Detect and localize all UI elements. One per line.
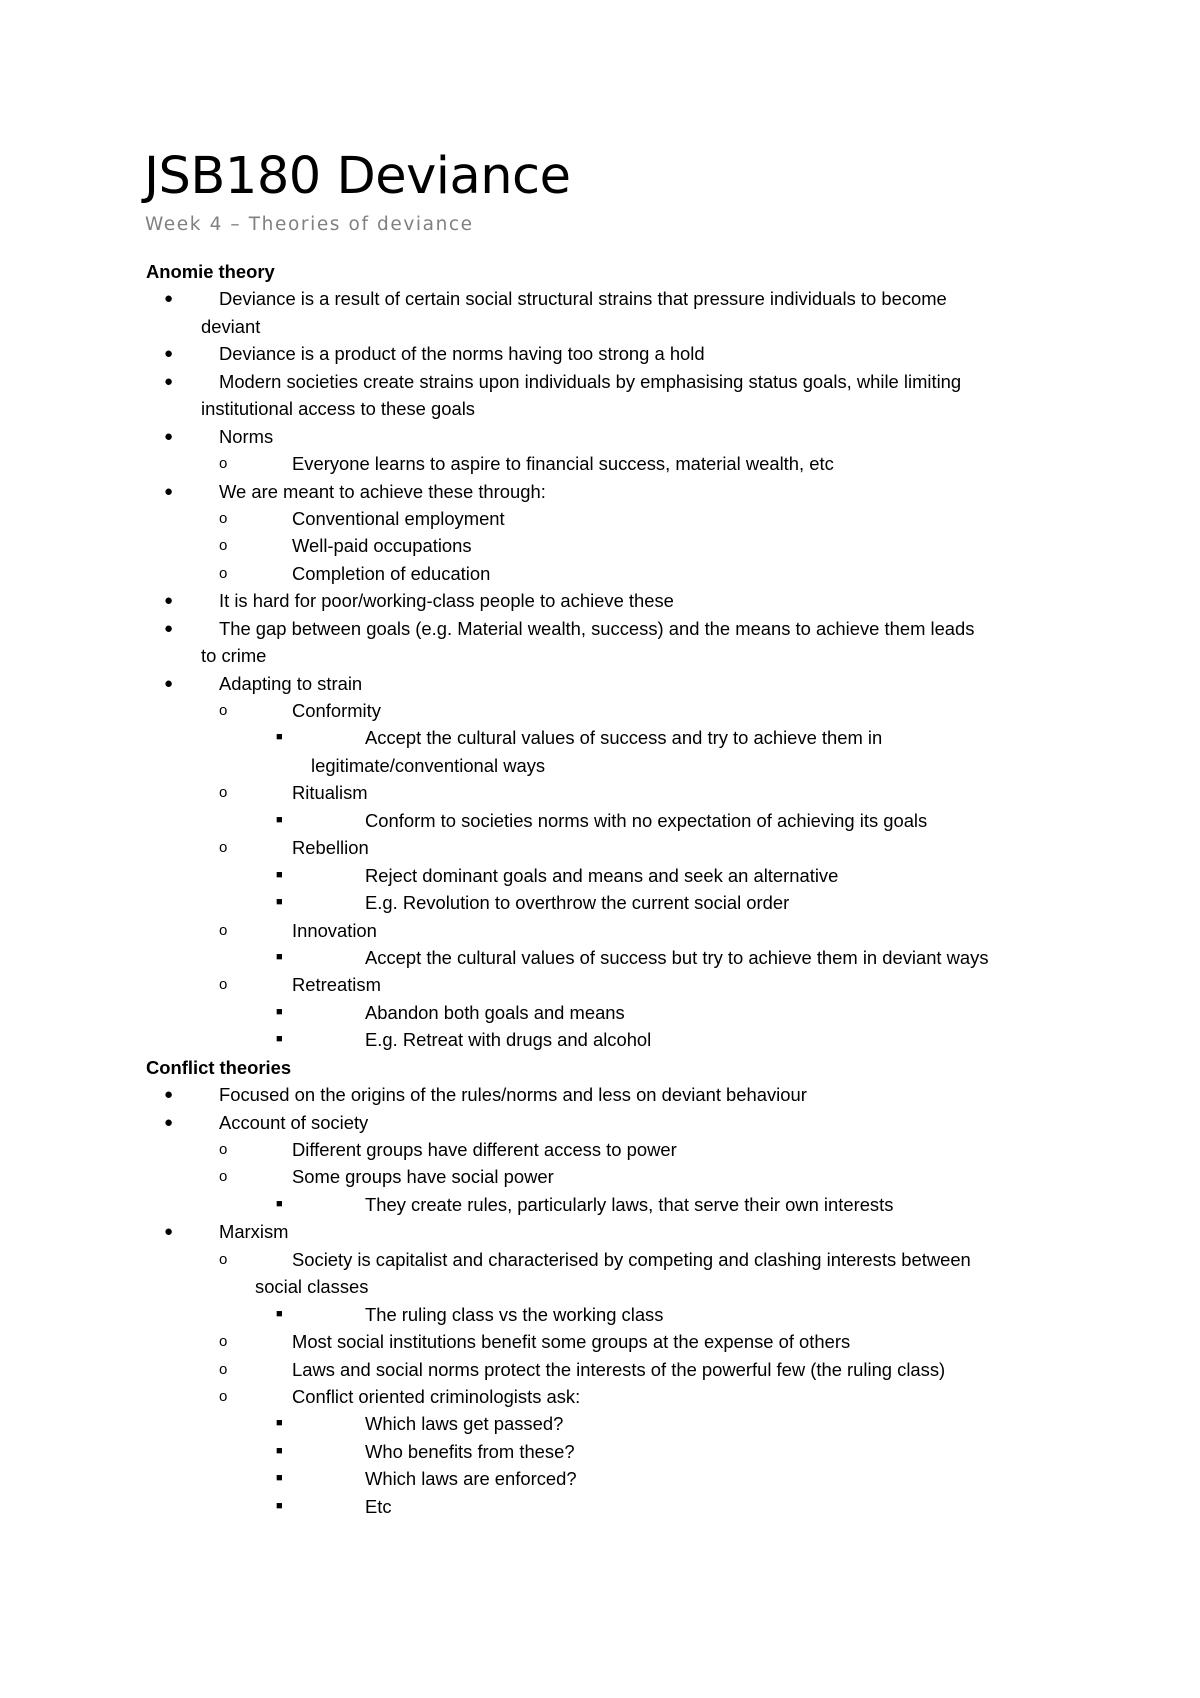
list-item <box>0 1246 1200 1273</box>
bullet-icon: ● <box>164 290 174 308</box>
list-item-text: Account of society <box>219 1111 369 1133</box>
bullet-icon: ■ <box>276 1472 283 1485</box>
document-title: JSB180 Deviance <box>144 147 571 206</box>
bullet-icon: ■ <box>276 1417 283 1430</box>
bullet-icon: o <box>219 537 228 555</box>
bullet-icon: ■ <box>276 813 283 826</box>
section-heading: Anomie theory <box>146 261 275 282</box>
list-item-text: Well-paid occupations <box>292 535 472 557</box>
list-item-continuation <box>0 642 1200 669</box>
bullet-icon: o <box>219 509 228 527</box>
list-item-text: Who benefits from these? <box>365 1440 575 1462</box>
list-item-text: Accept the cultural values of success and try to achieve them in <box>365 727 883 749</box>
bullet-icon: o <box>219 976 228 994</box>
list-item <box>0 779 1200 806</box>
bullet-icon: o <box>219 1387 228 1405</box>
list-item <box>0 1026 1200 1053</box>
list-item-text: Everyone learns to aspire to financial success, material wealth, etc <box>292 453 834 475</box>
list-item <box>0 587 1200 614</box>
list-item <box>0 1465 1200 1492</box>
list-item-text: Etc <box>365 1495 392 1517</box>
list-item-text: Retreatism <box>292 974 381 996</box>
list-item-text: Conform to societies norms with no expectation of achieving its goals <box>365 809 928 831</box>
bullet-icon: o <box>219 839 228 857</box>
list-item-text: Conventional employment <box>292 507 505 529</box>
list-item-text: Modern societies create strains upon individuals by emphasising status goals, while limiting <box>219 370 962 392</box>
list-item <box>0 1493 1200 1520</box>
list-item-text: institutional access to these goals <box>201 398 475 420</box>
list-item <box>0 670 1200 697</box>
list-item <box>0 1383 1200 1410</box>
bullet-icon: o <box>219 1141 228 1158</box>
list-item <box>0 1410 1200 1437</box>
list-item-text: social classes <box>255 1276 369 1298</box>
list-item <box>0 285 1200 312</box>
bullet-icon: o <box>219 455 228 473</box>
list-item <box>0 862 1200 889</box>
bullet-icon: ● <box>164 427 174 445</box>
bullet-icon: o <box>219 1360 228 1378</box>
list-item-text: It is hard for poor/working-class people to achieve these <box>219 590 674 612</box>
list-item-text: Conflict oriented criminologists ask: <box>292 1385 581 1407</box>
list-item-text: legitimate/conventional ways <box>311 754 546 776</box>
list-item <box>0 1109 1200 1136</box>
list-item-text: Ritualism <box>292 782 368 804</box>
bullet-icon: ■ <box>276 896 283 909</box>
list-item-text: deviant <box>201 315 261 337</box>
list-item-continuation <box>0 752 1200 779</box>
list-item-text: Laws and social norms protect the interests of the powerful few (the ruling class) <box>292 1358 946 1380</box>
list-item <box>0 807 1200 834</box>
bullet-icon: ■ <box>276 1499 283 1512</box>
bullet-icon: o <box>219 1168 228 1186</box>
bullet-icon: ● <box>164 482 174 500</box>
list-item-text: We are meant to achieve these through: <box>219 480 546 502</box>
list-item-text: They create rules, particularly laws, that serve their own interests <box>365 1193 894 1215</box>
bullet-icon: o <box>219 921 228 939</box>
list-item <box>0 615 1200 642</box>
bullet-icon: o <box>219 702 228 719</box>
list-item-text: Rebellion <box>292 837 369 859</box>
list-item-text: Adapting to strain <box>219 672 363 694</box>
bullet-icon: ■ <box>276 868 283 881</box>
bullet-icon: ■ <box>276 950 283 963</box>
list-item <box>0 505 1200 532</box>
bullet-icon: ● <box>164 345 174 363</box>
bullet-icon: ● <box>164 1223 174 1241</box>
list-item-text: Abandon both goals and means <box>365 1001 625 1023</box>
list-item-text: Society is capitalist and characterised by competing and clashing interests between <box>292 1248 971 1270</box>
bullet-icon: ● <box>164 592 174 610</box>
bullet-icon: ■ <box>276 1444 283 1457</box>
list-item <box>0 944 1200 971</box>
list-item <box>0 1191 1200 1218</box>
list-item-text: Accept the cultural values of success but try to achieve them in deviant ways <box>365 946 989 968</box>
list-item-text: Which laws get passed? <box>365 1413 564 1435</box>
bullet-icon: ■ <box>276 1033 283 1046</box>
list-item-text: Norms <box>219 425 274 447</box>
list-item <box>0 368 1200 395</box>
list-item-text: Deviance is a product of the norms having too strong a hold <box>219 343 705 365</box>
document-body <box>0 258 1200 1520</box>
list-item-continuation <box>0 395 1200 422</box>
bullet-icon: o <box>219 564 228 582</box>
list-item-text: to crime <box>201 645 267 667</box>
list-item <box>0 340 1200 367</box>
bullet-icon: ■ <box>276 1307 283 1320</box>
list-item-text: The gap between goals (e.g. Material wealth, success) and the means to achieve them leads <box>219 617 975 639</box>
list-item-text: Completion of education <box>292 562 491 584</box>
list-item <box>0 1301 1200 1328</box>
list-item <box>0 697 1200 724</box>
list-item-text: Which laws are enforced? <box>365 1468 577 1490</box>
list-item <box>0 1081 1200 1108</box>
bullet-icon: o <box>219 784 228 802</box>
list-item <box>0 1218 1200 1245</box>
list-item-text: Focused on the origins of the rules/norms and less on deviant behaviour <box>219 1084 807 1106</box>
list-item <box>0 1163 1200 1190</box>
list-item <box>0 450 1200 477</box>
bullet-icon: ■ <box>276 1005 283 1018</box>
list-item-continuation <box>0 313 1200 340</box>
list-item <box>0 1136 1200 1163</box>
list-item-text: Different groups have different access to power <box>292 1139 677 1160</box>
bullet-icon: o <box>219 1250 228 1268</box>
list-item <box>0 423 1200 450</box>
list-item-text: Deviance is a result of certain social structural strains that pressure individuals to become <box>219 288 947 310</box>
list-item-text: Innovation <box>292 919 377 941</box>
bullet-icon: ■ <box>276 1197 283 1210</box>
bullet-icon: ■ <box>276 731 283 744</box>
list-item <box>0 971 1200 998</box>
list-item <box>0 889 1200 916</box>
list-item <box>0 478 1200 505</box>
list-item <box>0 834 1200 861</box>
list-item-text: Reject dominant goals and means and seek an alternative <box>365 864 839 886</box>
list-item-text: Marxism <box>219 1221 289 1243</box>
list-item <box>0 917 1200 944</box>
list-item-text: Conformity <box>292 700 381 721</box>
list-item <box>0 724 1200 751</box>
list-item <box>0 999 1200 1026</box>
list-item-text: Most social institutions benefit some groups at the expense of others <box>292 1331 851 1353</box>
bullet-icon: ● <box>164 619 174 637</box>
bullet-icon: ● <box>164 372 174 390</box>
bullet-icon: ● <box>164 1086 174 1104</box>
list-item-text: E.g. Revolution to overthrow the current social order <box>365 892 790 914</box>
list-item-text: Some groups have social power <box>292 1166 554 1188</box>
list-item-continuation <box>0 1273 1200 1300</box>
list-item <box>0 1356 1200 1383</box>
bullet-icon: o <box>219 1333 228 1351</box>
list-item <box>0 560 1200 587</box>
bullet-icon: ● <box>164 1113 174 1131</box>
list-item <box>0 532 1200 559</box>
bullet-icon: ● <box>164 674 174 692</box>
section-heading: Conflict theories <box>146 1056 292 1078</box>
list-item <box>0 1438 1200 1465</box>
list-item-text: E.g. Retreat with drugs and alcohol <box>365 1029 652 1051</box>
list-item-text: The ruling class vs the working class <box>365 1303 664 1325</box>
list-item <box>0 1328 1200 1355</box>
document-subtitle: Week 4 – Theories of deviance <box>145 214 474 235</box>
